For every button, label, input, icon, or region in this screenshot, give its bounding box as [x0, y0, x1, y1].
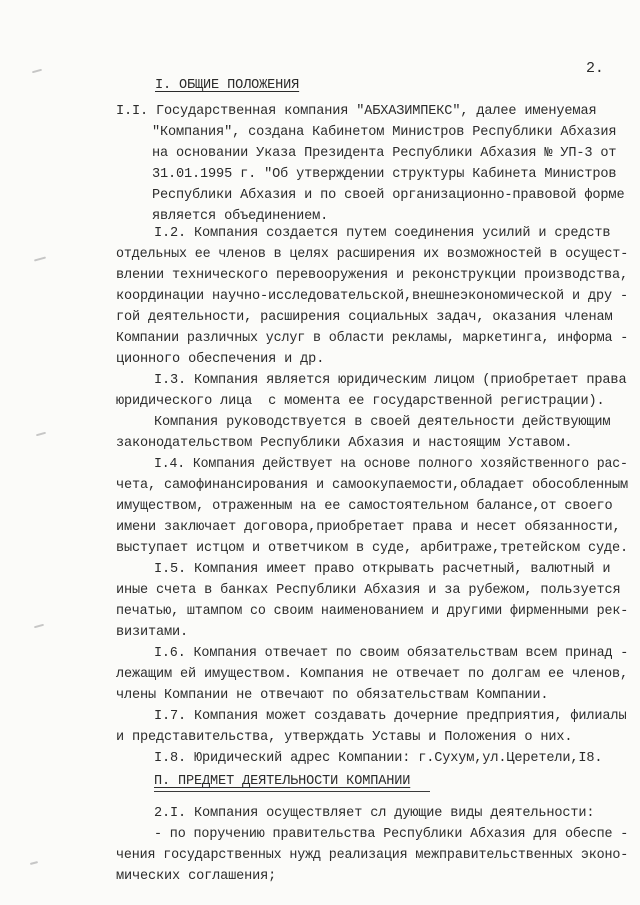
scan-mark — [36, 432, 46, 437]
text-line: 2.I. Компания осуществляет сл дующие виды деятельности: — [154, 806, 595, 821]
text-line: I.7. Компания может создавать дочерние предприятия, филиалы — [154, 709, 627, 724]
text-line: I.5. Компания имеет право открывать расчетный, валютный и — [154, 562, 611, 577]
text-line: влении технического перевооружения и реконструкции производства, — [116, 268, 628, 283]
text-line: и представительства, утверждать Уставы и Положения о них. — [116, 730, 573, 745]
text-line: на основании Указа Президента Республики Абхазия № УП-3 от — [152, 146, 617, 161]
text-line: I.3. Компания является юридическим лицом (приобретает права — [154, 373, 627, 388]
text-line: мических соглашения; — [116, 869, 277, 884]
text-line: ционного обеспечения и др. — [116, 352, 325, 367]
text-line: юридического лица с момента ее государственной регистрации). — [116, 394, 605, 409]
text-line: - по поручению правительства Республики Абхазия для обеспе - — [154, 827, 629, 842]
section-2-title: П. ПРЕДМЕТ ДЕЯТЕЛЬНОСТИ КОМПАНИИ — [154, 774, 411, 789]
text-line: иные счета в банках Республики Абхазия и за рубежом, пользуется — [116, 583, 621, 598]
scan-mark — [32, 69, 42, 74]
text-line: Республики Абхазия и по своей организационно-правовой форме — [152, 188, 625, 203]
text-line: имуществом, отраженным на ее самостоятельном балансе,от своего — [116, 499, 613, 514]
text-line: законодательством Республики Абхазия и настоящим Уставом. — [116, 436, 573, 451]
text-line: члены Компании не отвечают по обязательствам Компании. — [116, 688, 549, 703]
text-line: "Компания", создана Кабинетом Министров Республики Абхазия — [152, 125, 617, 140]
text-line: 31.01.1995 г. "Об утверждении структуры Кабинета Министров — [152, 167, 617, 182]
scan-mark — [30, 861, 38, 865]
text-line: I.I. Государственная компания "АБХАЗИМПЕКС", далее именуемая — [116, 104, 597, 119]
heading-rule — [154, 791, 430, 792]
text-line: печатью, штампом со своим наименованием и другими фирменными рек- — [116, 604, 629, 619]
text-line: I.4. Компания действует на основе полного хозяйственного рас- — [154, 457, 628, 472]
text-line: чета, самофинансирования и самоокупаемости,обладает обособленным — [116, 478, 628, 493]
text-line: I.6. Компания отвечает по своим обязательствам всем принад - — [154, 646, 629, 661]
text-line: чения государственных нужд реализация межправительственных эконо- — [116, 848, 629, 863]
text-line: I.8. Юридический адрес Компании: г.Сухум,ул.Церетели,I8. — [154, 751, 603, 766]
scan-mark — [34, 256, 46, 261]
text-line: визитами. — [116, 625, 189, 640]
text-line: Компания руководствуется в своей деятельности действующим — [154, 415, 611, 430]
text-line: является объединением. — [152, 209, 329, 224]
section-1-title: I. ОБЩИЕ ПОЛОЖЕНИЯ — [155, 78, 300, 93]
text-line: выступает истцом и ответчиком в суде, арбитраже,третейском суде. — [116, 541, 628, 556]
text-line: координации научно-исследовательской,внешнеэкономической и дру - — [116, 289, 628, 304]
text-line: I.2. Компания создается путем соединения усилий и средств — [154, 226, 611, 241]
text-line: Компании различных услуг в области рекламы, маркетинга, информа - — [116, 331, 629, 346]
text-line: имени заключает договора,приобретает права и несет обязанности, — [116, 520, 621, 535]
text-line: гой деятельности, расширения социальных задач, оказания членам — [116, 310, 613, 325]
page-number: 2. — [586, 60, 604, 77]
scan-mark — [34, 624, 44, 629]
text-line: лежащим ей имуществом. Компания не отвечает по долгам ее членов, — [116, 667, 628, 682]
text-line: отдельных ее членов в целях расширения их возможностей в осущест- — [116, 247, 629, 262]
